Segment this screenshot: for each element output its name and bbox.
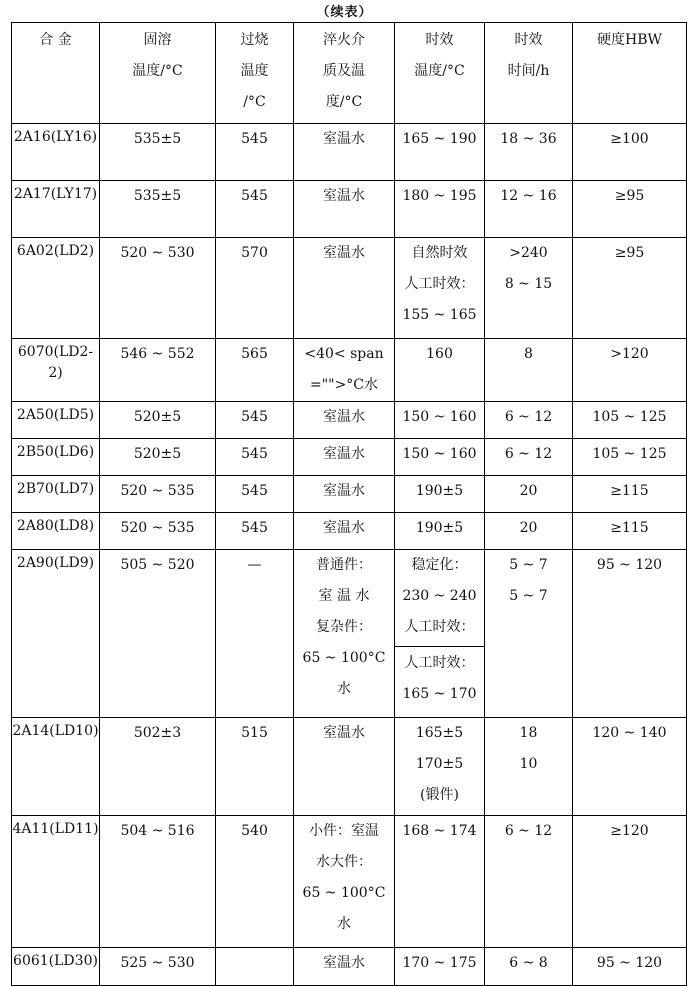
cell-overburn-temp: 540	[216, 816, 294, 948]
header-overburn-temp: 过烧 温度 /°C	[216, 23, 294, 124]
table-row	[12, 238, 687, 339]
cell-hardness: 105 ~ 125	[573, 402, 687, 439]
cell-hardness: >120	[573, 339, 687, 402]
cell-aging-temp: 170 ~ 175	[395, 948, 485, 986]
cell-hardness: 95 ~ 120	[573, 948, 687, 986]
cell-aging-temp: 180 ~ 195	[395, 181, 485, 238]
cell-quench-medium: 小件：室温 水大件： 65 ~ 100°C 水	[294, 816, 395, 948]
cell-overburn-temp: 545	[216, 439, 294, 476]
cell-hardness: 120 ~ 140	[573, 718, 687, 816]
cell-hardness: ≥95	[573, 181, 687, 238]
cell-overburn-temp: 545	[216, 513, 294, 550]
cell-hardness: ≥115	[573, 513, 687, 550]
cell-solution-temp: 525 ~ 530	[100, 948, 216, 986]
cell-overburn-temp: 545	[216, 476, 294, 513]
cell-aging-temp: 自然时效 人工时效： 155 ~ 165	[395, 238, 485, 339]
cell-quench-medium: 室温水	[294, 476, 395, 513]
cell-aging-time: 12 ~ 16	[485, 181, 573, 238]
cell-alloy: 6070(LD2-2)	[12, 339, 100, 402]
cell-quench-medium: 室温水	[294, 439, 395, 476]
cell-overburn-temp: 515	[216, 718, 294, 816]
cell-overburn-temp: —	[216, 550, 294, 718]
cell-quench-medium: 室温水	[294, 124, 395, 181]
cell-solution-temp: 520 ~ 535	[100, 513, 216, 550]
cell-aging-temp: 190±5	[395, 513, 485, 550]
cell-quench-medium: <40< span ="">°C水	[294, 339, 395, 402]
cell-solution-temp: 520 ~ 535	[100, 476, 216, 513]
aging-temp-subcell: 人工时效： 165 ~ 170	[395, 646, 484, 710]
cell-aging-time: 20	[485, 476, 573, 513]
table-row	[12, 513, 687, 550]
cell-aging-time: 6 ~ 8	[485, 948, 573, 986]
table-row	[12, 718, 687, 816]
cell-hardness: ≥120	[573, 816, 687, 948]
header-solution-temp: 固溶 温度/°C	[100, 23, 216, 124]
cell-aging-time: 6 ~ 12	[485, 816, 573, 948]
cell-solution-temp: 505 ~ 520	[100, 550, 216, 718]
cell-aging-time: 20	[485, 513, 573, 550]
cell-solution-temp: 546 ~ 552	[100, 339, 216, 402]
cell-hardness: ≥100	[573, 124, 687, 181]
cell-alloy: 6A02(LD2)	[12, 238, 100, 339]
cell-overburn-temp	[216, 948, 294, 986]
heat-treatment-table	[11, 22, 686, 978]
header-alloy: 合 金	[12, 23, 100, 124]
cell-aging-time: 6 ~ 12	[485, 439, 573, 476]
cell-aging-time: 6 ~ 12	[485, 402, 573, 439]
cell-aging-temp: 190±5	[395, 476, 485, 513]
data-table	[11, 22, 687, 986]
cell-alloy: 6061(LD30)	[12, 948, 100, 986]
cell-alloy: 2A50(LD5)	[12, 402, 100, 439]
cell-quench-medium: 室温水	[294, 718, 395, 816]
cell-quench-medium: 室温水	[294, 948, 395, 986]
table-row	[12, 476, 687, 513]
cell-alloy: 2A17(LY17)	[12, 181, 100, 238]
cell-aging-temp: 150 ~ 160	[395, 402, 485, 439]
cell-overburn-temp: 545	[216, 124, 294, 181]
cell-aging-temp: 150 ~ 160	[395, 439, 485, 476]
cell-quench-medium: 室温水	[294, 181, 395, 238]
cell-overburn-temp: 565	[216, 339, 294, 402]
header-row	[12, 23, 687, 124]
cell-alloy: 2B70(LD7)	[12, 476, 100, 513]
cell-solution-temp: 504 ~ 516	[100, 816, 216, 948]
cell-aging-time: 8	[485, 339, 573, 402]
header-hardness: 硬度HBW	[573, 23, 687, 124]
table-row	[12, 439, 687, 476]
cell-alloy: 4A11(LD11)	[12, 816, 100, 948]
cell-quench-medium: 室温水	[294, 513, 395, 550]
cell-solution-temp: 535±5	[100, 181, 216, 238]
cell-overburn-temp: 545	[216, 402, 294, 439]
table-row	[12, 181, 687, 238]
cell-hardness: ≥95	[573, 238, 687, 339]
cell-overburn-temp: 570	[216, 238, 294, 339]
header-aging-time: 时效 时间/h	[485, 23, 573, 124]
table-row	[12, 550, 687, 718]
cell-quench-medium: 室温水	[294, 238, 395, 339]
cell-overburn-temp: 545	[216, 181, 294, 238]
table-row	[12, 948, 687, 986]
cell-hardness: ≥115	[573, 476, 687, 513]
cell-alloy: 2A16(LY16)	[12, 124, 100, 181]
cell-alloy: 2A90(LD9)	[12, 550, 100, 718]
cell-aging-temp: 165 ~ 190	[395, 124, 485, 181]
cell-aging-temp: 稳定化： 230 ~ 240 人工时效： 人工时效： 165 ~ 170	[395, 550, 485, 718]
cell-aging-temp: 168 ~ 174	[395, 816, 485, 948]
cell-solution-temp: 535±5	[100, 124, 216, 181]
cell-solution-temp: 502±3	[100, 718, 216, 816]
cell-hardness: 95 ~ 120	[573, 550, 687, 718]
cell-aging-temp: 165±5 170±5 (锻件)	[395, 718, 485, 816]
cell-alloy: 2A14(LD10)	[12, 718, 100, 816]
cell-solution-temp: 520±5	[100, 439, 216, 476]
table-row	[12, 124, 687, 181]
cell-aging-time: 18 ~ 36	[485, 124, 573, 181]
cell-aging-time: >240 8 ~ 15	[485, 238, 573, 339]
cell-alloy: 2B50(LD6)	[12, 439, 100, 476]
table-caption: （续表）	[316, 5, 373, 20]
table-row	[12, 816, 687, 948]
table-row	[12, 339, 687, 402]
cell-solution-temp: 520±5	[100, 402, 216, 439]
cell-aging-temp: 160	[395, 339, 485, 402]
cell-quench-medium: 普通件： 室 温 水 复杂件： 65 ~ 100°C 水	[294, 550, 395, 718]
cell-quench-medium: 室温水	[294, 402, 395, 439]
table-row	[12, 402, 687, 439]
cell-alloy: 2A80(LD8)	[12, 513, 100, 550]
cell-solution-temp: 520 ~ 530	[100, 238, 216, 339]
cell-aging-time: 5 ~ 7 5 ~ 7	[485, 550, 573, 718]
cell-aging-time: 18 10	[485, 718, 573, 816]
cell-hardness: 105 ~ 125	[573, 439, 687, 476]
header-quench-medium: 淬火介 质及温 度/°C	[294, 23, 395, 124]
header-aging-temp: 时效 温度/°C	[395, 23, 485, 124]
